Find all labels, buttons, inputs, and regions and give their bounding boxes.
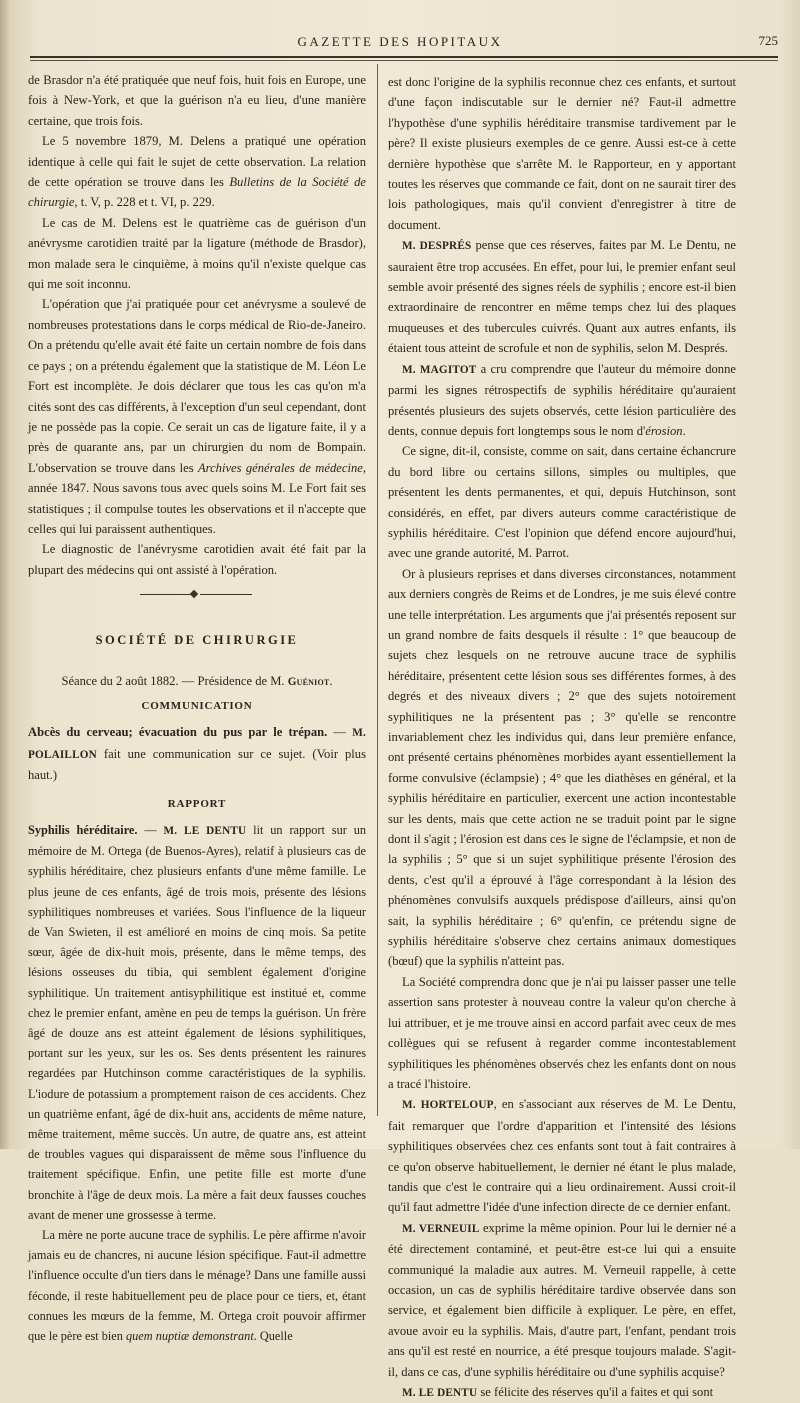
right-column bbox=[388, 72, 736, 1403]
author-name: M. HORTELOUP bbox=[402, 1099, 494, 1112]
page-binding-shadow bbox=[0, 0, 10, 1149]
header-rule-thin bbox=[30, 60, 778, 61]
latin-phrase: quem nuptiæ demonstrant bbox=[126, 1329, 254, 1344]
paragraph: Le cas de M. Delens est le quatrième cas de guérison d'un anévrysme carotidien traité par la ligature (méthode de Brasdor), mon malade sera le cinquième, à moins qu'il n'existe quelque cas qui me soit inconnu. bbox=[28, 215, 366, 292]
paragraph: L'opération que j'ai pratiquée pour cet anévrysme a soulevé de nombreuses protestations dans le corps médical de Rio-de-Janeiro. On a prétendu qu'elle avait été faite un certain nombre de fois dans ce pays ; on a prétendu également que la statistique de M. Léon Le Fort est incomplète. Je dois déclarer que tous les cas qu'on m'a cités sont des cas différents, à l'exception d'un seul cependant, dont je ne possède pas la copie. Ce serait un cas de ligature faite, il y a près de quarante ans, par un chirurgien du nom de Bompain. L'observation se trouve dans les Archives générales de médecine, année 1847. Nous savons tous avec quels soins M. Le Fort fait ses statistiques ; il compulse toutes les observations et il n'accepte que celles qui lui paraissent authentiques. bbox=[28, 297, 366, 536]
paragraph: M. LE DENTU se félicite des réserves qu'il a faites et qui sont bbox=[402, 1385, 714, 1399]
page-number: 725 bbox=[758, 33, 778, 48]
article-title: Abcès du cerveau; évacuation du pus par le trépan. bbox=[28, 725, 328, 740]
paragraph: M. VERNEUIL exprime la même opinion. Pour lui le dernier né a été directement contaminé, et peut-être est-ce lui qui a ensuite communiqué la maladie aux autres. M. Verneuil rappelle, à cette occasion, un cas de syphilis héréditaire tardive observée dans son service, et également bien difficile à expliquer. Le père, en effet, avoue avoir eu la syphilis. Mais, d'autre part, l'enfant, pendant trois ans qu'il est resté en nourrice, a été presque toujours malade. S'agit-il, dans ce cas, d'une syphilis héréditaire ou d'une syphilis acquise? bbox=[388, 1220, 736, 1379]
paragraph: est donc l'origine de la syphilis reconnue chez ces enfants, et surtout d'une façon indiscutable sur le dernier né? Faut-il admettre l'hypothèse d'une syphilis héréditaire transmise tardivement par le père? Il existe plusieurs exemples de ce genre. Aussi est-ce à cette dernière hypothèse que s'arrête M. le Rapporteur, en y apportant toutes les réserves que commande ce fait, dont on ne saurait tirer des lois pathologiques, mais qu'il convient d'enregistrer à titre de document. bbox=[388, 75, 736, 232]
section-title: SOCIÉTÉ DE CHIRURGIE bbox=[95, 633, 299, 648]
paragraph: Abcès du cerveau; évacuation du pus par le trépan. — M. POLAILLON fait une communication sur ce sujet. (Voir plus haut.) bbox=[28, 725, 367, 783]
paragraph: de Brasdor n'a été pratiquée que neuf fois, huit fois en Europe, une fois à New-York, et que la guérison n'a eu lieu, d'une manière certaine, que trois fois. bbox=[28, 73, 366, 128]
column-separator bbox=[377, 64, 378, 1116]
session-line: Séance du 2 août 1882. — Présidence de M. Guéniot. bbox=[61, 673, 333, 688]
author-name: M. LE DENTU bbox=[163, 825, 247, 837]
author-name: M. DESPRÉS bbox=[402, 240, 472, 253]
paragraph: Or à plusieurs reprises et dans diverses circonstances, notamment aux derniers congrès de Reims et de Londres, je me suis élevé contre une telle interprétation. Les arguments que j'ai présentés reposent sur un grand nombre de faits desquels il résulte : 1° que beaucoup de sujets chez lesquels on ne retrouve aucune trace de syphilis héréditaire, présentent cette lésion sous ses différentes formes, à des degrés et des niveaux divers ; 2° que des sujets notoirement syphilitiques ne la présentent pas ; 3° qu'elle se rencontre invariablement chez les individus qui, dans leur première enfance, ont présenté certains phénomènes morbides ayant essentiellement la forme convulsive (éclampsie) ; 4° que les diathèses en général, et la syphilis héréditaire en particulier, exercent une action incontestable sur les dents, mais que cette action ne se traduit point par le signe dont il s'agit ; l'érosion est dans ces le signe de l'éclampsie, et non de la syphilis ; 5° que si un sujet syphilitique présente l'érosion des dents, c'est qu'il a éprouvé à l'âge correspondant à la lésion des phénomènes convulsifs auxquels prédispose d'ailleurs, ainsi qu'on sait, la syphilis héréditaire ; 6° qu'enfin, ce prétendu signe de syphilis héréditaire s'observe chez certains animaux domestiques (bœuf) que la syphilis n'atteint pas. bbox=[388, 566, 736, 969]
paragraph: La Société comprendra donc que je n'ai pu laisser passer une telle assertion sans protester à nouveau contre la valeur qu'on cherche à lui attribuer, et je me trouve ainsi en accord parfait avec ceux de mes collègues qui se refusent à regarder comme incontestablement syphilitiques les phénomènes observés chez les enfants dont on nous a tracé l'histoire. bbox=[388, 974, 736, 1091]
left-column bbox=[28, 70, 366, 1346]
paragraph: M. HORTELOUP, en s'associant aux réserves de M. Le Dentu, fait remarquer que l'ordre d'apparition et l'intensité des lésions syphilitiques observées chez ces enfants sont tout à fait contraires à ce qu'on observe habituellement, le dernier né étant le plus malade, tandis que c'est le contraire qui a lieu ordinairement. Aussi croit-il qu'il faut admettre l'idée d'une infection directe de ce dernier enfant. bbox=[388, 1097, 736, 1215]
author-name: M. MAGITOT bbox=[402, 363, 477, 376]
paragraph: Syphilis héréditaire. — M. LE DENTU lit un rapport sur un mémoire de M. Ortega (de Buenos-Ayres), relatif à plusieurs cas de syphilis héréditaire, chez plusieurs enfants d'une même famille. Le plus jeune de ces enfants, âgé de trois mois, présente des lésions syphilitiques nombreuses et variées. Sous l'influence de la liqueur de Van Swieten, il est amélioré en moins de cinq mois. Sa petite sœur, âgée de dix-huit mois, présente, dans le même temps, des lésions osseuses du tibia, qui semblent également d'origine syphilitique. Un traitement antisyphilitique est institué et, comme chez le premier enfant, amène en peu de temps la guérison. Un frère âgé de douze ans est atteint également de lésions syphilitiques, portant sur les yeux, sur les os. Ses dents présentent les rainures regardées par Hutchinson comme caractéristiques de la syphilis. L'iodure de potassium a promptement raison de ces accidents. Chez un quatrième enfant, âgé de dix-huit ans, accidents de même nature, même traitement, même succès. Un autre, de quatre ans, est atteint de troubles vagues qui disparaissent de même sous l'influence du traitement spécifique. Enfin, une petite fille est morte d'une bronchite à l'âge de deux mois. La mère a fait deux fausses couches avant de mener une grossesse à terme. bbox=[28, 823, 366, 1222]
paragraph: Le diagnostic de l'anévrysme carotidien avait été fait par la plupart des médecins qui ont assisté à l'opération. bbox=[28, 542, 366, 577]
journal-title: GAZETTE DES HOPITAUX bbox=[297, 34, 503, 49]
paragraph: Ce signe, dit-il, consiste, comme on sait, dans certaine échancrure du bord libre ou certains sillons, simples ou multiples, que présentent les dents permanentes, et qui, depuis Hutchinson, sont considérés, en effet, par divers auteurs comme caractéristique de syphilis héréditaire. C'est l'opinion que défend encore aujourd'hui, avec une grande autorité, M. Parrot. bbox=[388, 444, 736, 561]
author-name: M. VERNEUIL bbox=[402, 1222, 480, 1235]
journal-reference: Bulletins de la Société de chirurgie bbox=[28, 175, 367, 210]
author-name: M. LE DENTU bbox=[402, 1387, 478, 1399]
paragraph: M. DESPRÉS pense que ces réserves, faites par M. Le Dentu, ne sauraient être trop accusées. En effet, pour lui, le premier enfant seul semble avoir présenté des signes réels de syphilis ; encore est-il bien extraordinaire de rencontrer en même temps chez lui des plaques muqueuses et des tubercules cuivrés. Quant aux autres enfants, ils étaient tous atteint de scrofule et non de syphilis, selon M. Després. bbox=[388, 238, 737, 356]
article-title: Syphilis héréditaire. bbox=[28, 823, 138, 837]
paragraph: M. MAGITOT a cru comprendre que l'auteur du mémoire donne parmi les signes rétrospectifs de syphilis héréditaire qu'auraient présentés plusieurs des sujets observés, cette lésion particulière des dents, connue depuis fort longtemps sous le nom d'érosion. bbox=[388, 361, 736, 438]
page-header bbox=[22, 30, 778, 52]
paragraph: Le 5 novembre 1879, M. Delens a pratiqué une opération identique à celle qui fait le sujet de cette observation. La relation de cette opération se trouve dans les Bulletins de la Société de chirurgie, t. V, p. 228 et t. VI, p. 229. bbox=[28, 134, 367, 210]
president-name: Guéniot bbox=[287, 675, 330, 688]
header-rule bbox=[30, 56, 778, 58]
journal-reference: Archives générales de médecine bbox=[197, 460, 363, 475]
ornamental-divider bbox=[28, 586, 366, 602]
paragraph: La mère ne porte aucune trace de syphilis. Le père affirme n'avoir jamais eu de chancres, ni aucune lésion spécifique. Faut-il admettre l'influence occulte d'un tiers dans le ménage? Dans une famille aussi féconde, il reste habituellement peu de place pour ce tiers, et, étant connues les mœurs de la femme, M. Ortega croit pouvoir affirmer que le père est bien quem nuptiæ demonstrant. Quelle bbox=[28, 1228, 366, 1344]
author-name: M. POLAILLON bbox=[28, 727, 367, 761]
subsection-rapport: RAPPORT bbox=[167, 797, 227, 810]
subsection-communication: COMMUNICATION bbox=[141, 699, 253, 712]
